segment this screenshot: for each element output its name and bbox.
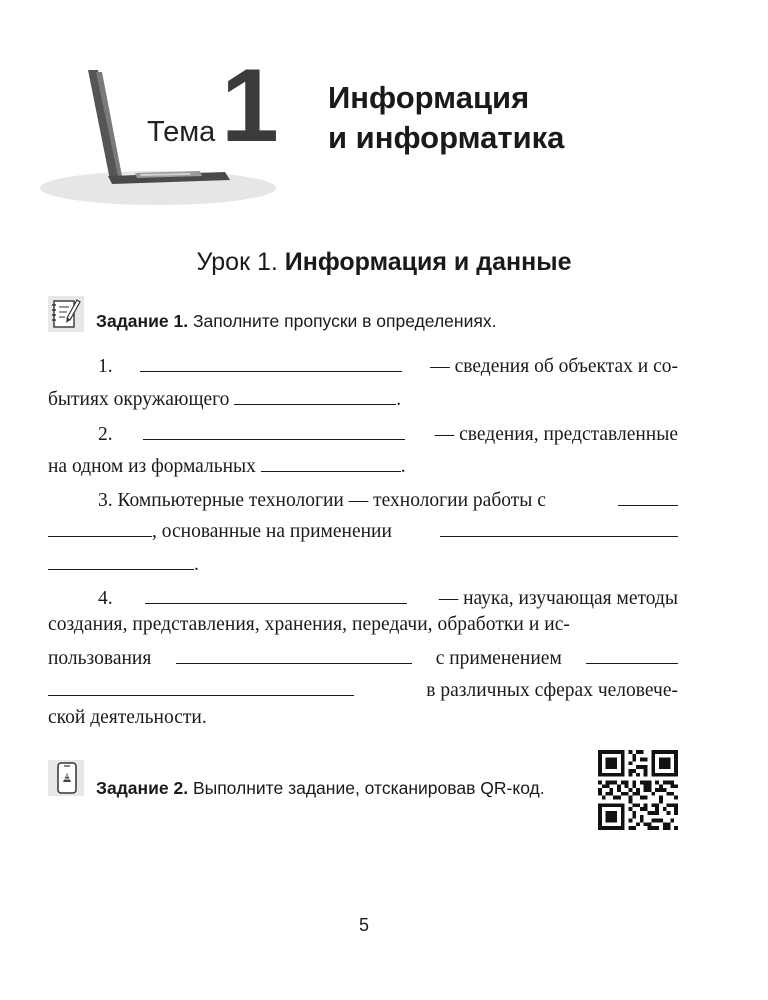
- item4-line3: [48, 645, 678, 671]
- item4-text-e: ской деятельности.: [48, 707, 207, 728]
- item3-blank3[interactable]: [440, 518, 678, 537]
- item3-line2: [48, 518, 678, 544]
- item1-line2: [48, 386, 678, 412]
- phone-scan-icon: [48, 760, 84, 796]
- item4-text-a: — наука, изучающая методы: [438, 588, 678, 609]
- notebook-pencil-icon: [48, 296, 84, 332]
- item2-blank2[interactable]: [261, 453, 401, 472]
- task2-label: Задание 2.: [96, 778, 189, 798]
- task2-text: Выполните задание, отсканировав QR-код.: [192, 778, 545, 798]
- item4-text-d: в различных сферах человече-: [426, 680, 678, 701]
- item1-line1: [48, 353, 678, 379]
- qr-code-icon[interactable]: [598, 750, 678, 830]
- item2-line1: [48, 421, 678, 447]
- task2-instruction: [96, 778, 545, 799]
- item1-blank1[interactable]: [140, 353, 402, 372]
- item3-line3: [48, 551, 678, 577]
- topic-title-line-2: и информатика: [328, 120, 565, 155]
- item2-line2: [48, 453, 678, 479]
- item2-text-a: — сведения, представленные: [434, 424, 678, 445]
- item2-blank1[interactable]: [143, 421, 405, 440]
- item4-text-c1: пользования: [48, 648, 152, 669]
- lesson-title: Информация и данные: [284, 248, 572, 276]
- item4-blank2[interactable]: [176, 645, 412, 664]
- lesson-heading: [0, 248, 768, 277]
- item3-text-b: , основанные на применении: [152, 521, 392, 542]
- topic-title: [328, 78, 564, 158]
- item4-blank4[interactable]: [48, 677, 354, 696]
- item1-text-b: бытиях окружающего: [48, 389, 230, 410]
- task1-instruction: [96, 311, 496, 332]
- item1-number: 1.: [98, 356, 113, 377]
- item4-text-b: создания, представления, хранения, передачи, обработки и ис-: [48, 614, 570, 635]
- item3-blank2[interactable]: [48, 518, 152, 537]
- lesson-prefix: Урок 1.: [196, 248, 278, 276]
- task1-label: Задание 1.: [96, 311, 189, 331]
- item2-end: .: [400, 456, 406, 477]
- item2-text-b: на одном из формальных: [48, 456, 256, 477]
- item3-end: .: [194, 554, 199, 575]
- item4-text-c2: с применением: [435, 648, 562, 669]
- item3-blank1[interactable]: [618, 487, 678, 506]
- task1-text: Заполните пропуски в определениях.: [192, 311, 497, 331]
- item3-line1: [48, 487, 678, 513]
- item3-blank4[interactable]: [48, 551, 194, 570]
- item4-line2: [48, 613, 678, 637]
- item4-line1: [48, 585, 678, 611]
- item4-number: 4.: [98, 588, 113, 609]
- item1-end: .: [396, 389, 402, 410]
- item3-segment: [48, 518, 392, 544]
- topic-number: 1: [221, 48, 277, 164]
- topic-title-line-1: Информация: [328, 80, 530, 115]
- topic-word: Тема: [147, 116, 216, 148]
- page-number: 5: [358, 915, 369, 935]
- item4-blank1[interactable]: [145, 585, 407, 604]
- item4-line4: [48, 677, 678, 703]
- item4-blank3[interactable]: [586, 645, 678, 664]
- item1-text-a: — сведения об объектах и со-: [430, 356, 678, 377]
- item2-number: 2.: [98, 424, 113, 445]
- item1-blank2[interactable]: [234, 386, 396, 405]
- item3-text-a: 3. Компьютерные технологии — технологии работы с: [98, 490, 546, 511]
- item4-line5: [48, 706, 678, 730]
